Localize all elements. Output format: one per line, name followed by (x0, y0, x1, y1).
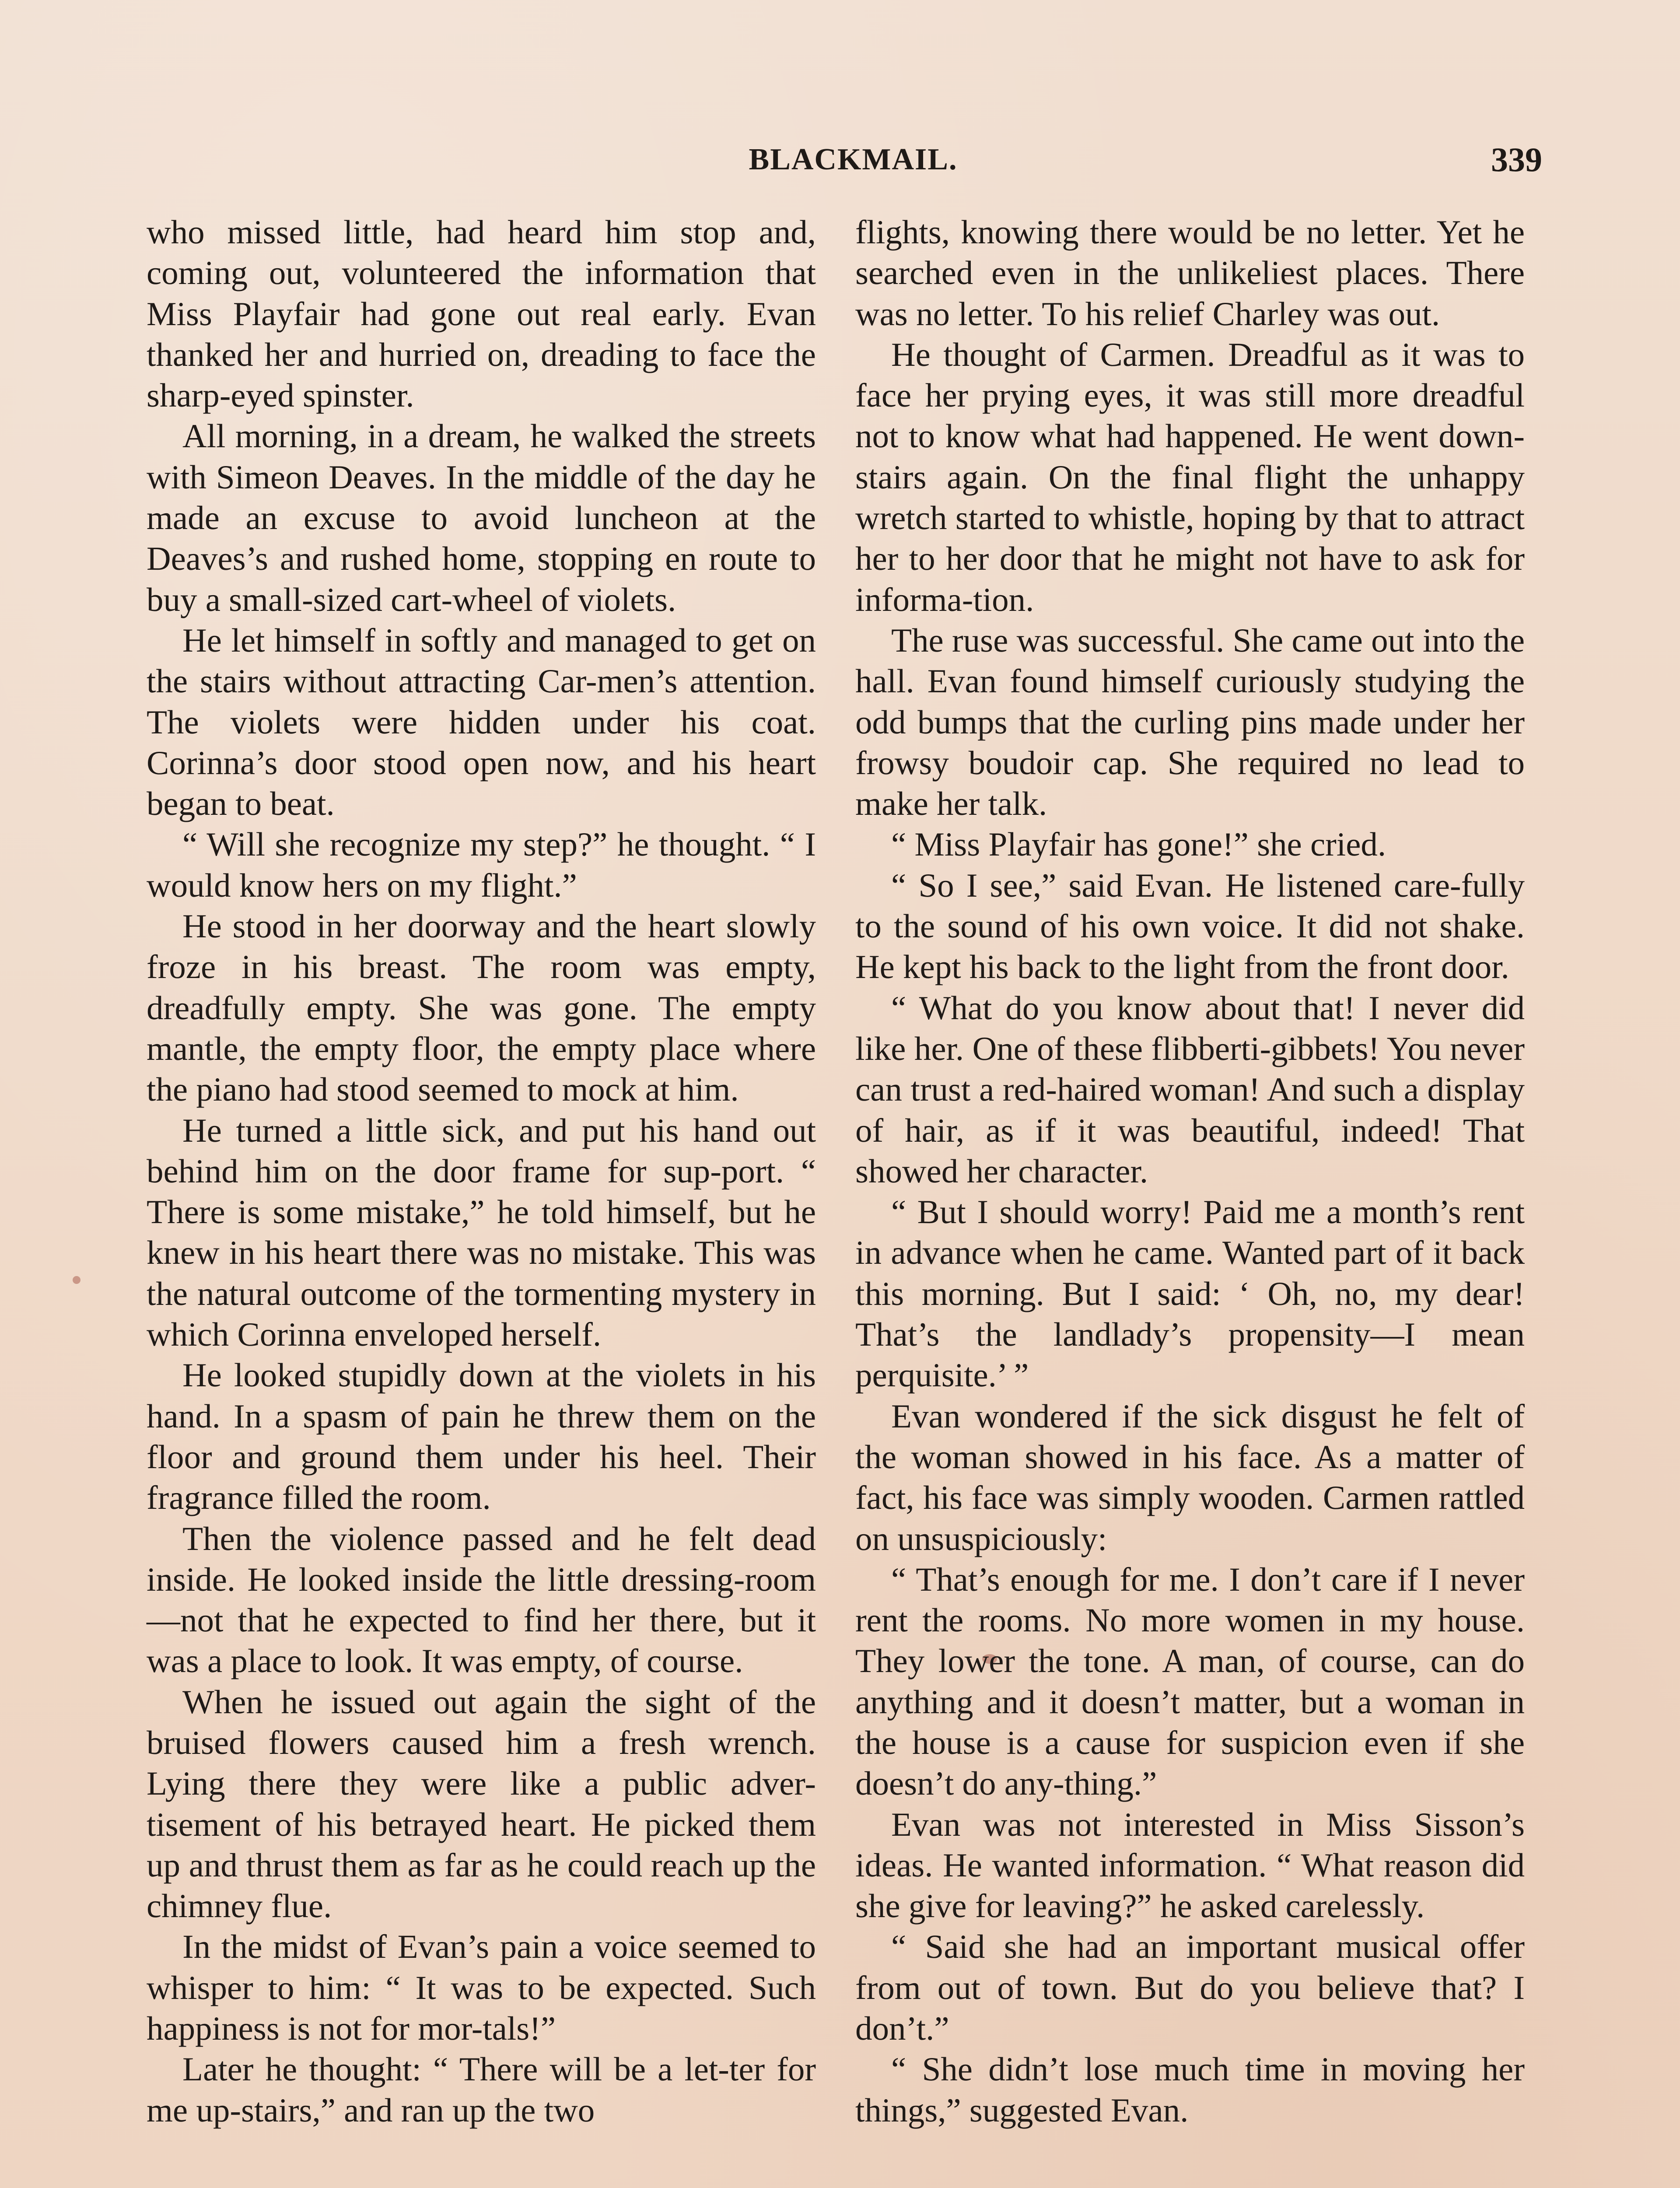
right-column (855, 212, 1525, 2131)
paragraph: “ Miss Playfair has gone!” she cried. (891, 825, 1386, 863)
paragraph: “ Will she recognize my step?” he thought. “ I would know hers on my flight.” (147, 825, 816, 904)
paragraph: In the midst of Evan’s pain a voice seemed to whisper to him: “ It was to be expected. Such happiness is not for mor-tals!” (147, 1928, 816, 2048)
paragraph: Then the violence passed and he felt dead inside. He looked inside the little dressing-room—not that he expected to find her there, but it was a place to look. It was empty, of course. (147, 1519, 816, 1680)
paragraph: Evan was not interested in Miss Sisson’s ideas. He wanted information. “ What reason did she give for leaving?” he asked carelessly. (855, 1805, 1525, 1925)
paragraph: He turned a little sick, and put his hand out behind him on the door frame for sup-port. “ There is some mistake,” he told himself, but he knew in his heart there was no mistake. This was the natural outcome of the tormenting mystery in which Corinna enveloped herself. (147, 1111, 816, 1353)
paragraph: He looked stupidly down at the violets in his hand. In a spasm of pain he threw them on the floor and ground them under his heel. Their fragrance filled the room. (147, 1356, 816, 1517)
paragraph: “ She didn’t lose much time in moving her things,” suggested Evan. (855, 2050, 1525, 2129)
page-header (0, 133, 1680, 186)
page-number: 339 (1491, 140, 1542, 179)
paragraph: He thought of Carmen. Dreadful as it was to face her prying eyes, it was still more dreadful not to know what had happened. He went down-stairs again. On the final flight the unhappy wretch started to whistle, hoping by that to attract her to her door that he might not have to ask for informa-tion. (855, 335, 1525, 618)
paragraph: Evan wondered if the sick disgust he felt of the woman showed in his face. As a matter of fact, his face was simply wooden. Carmen rattled on unsuspiciously: (855, 1397, 1525, 1557)
paragraph: “ What do you know about that! I never did like her. One of these flibberti-gibbets! You never can trust a red-haired woman! And such a display of hair, as if it was beautiful, indeed! That showed her character. (855, 989, 1525, 1190)
paragraph: All morning, in a dream, he walked the streets with Simeon Deaves. In the middle of the day he made an excuse to avoid luncheon at the Deaves’s and rushed home, stopping en route to buy a small-sized cart-wheel of violets. (147, 417, 816, 618)
paragraph: “ Said she had an important musical offer from out of town. But do you believe that? I don’t.” (855, 1928, 1525, 2048)
paragraph: who missed little, had heard him stop and, coming out, volunteered the information that Miss Playfair had gone out real early. Evan thanked her and hurried on, dreading to face the sharp-eyed spinster. (147, 213, 816, 414)
paragraph: He stood in her doorway and the heart slowly froze in his breast. The room was empty, dreadfully empty. She was gone. The empty mantle, the empty floor, the empty place where the piano had stood seemed to mock at him. (147, 907, 816, 1108)
ink-stain (73, 1276, 80, 1284)
paragraph: When he issued out again the sight of the bruised flowers caused him a fresh wrench. Lying there they were like a public adver-tisement of his betrayed heart. He picked them up and thrust them as far as he could reach up the chimney flue. (147, 1683, 816, 1925)
left-column (147, 212, 816, 2131)
running-title: BLACKMAIL. (749, 143, 958, 176)
paragraph: “ But I should worry! Paid me a month’s rent in advance when he came. Wanted part of it back this morning. But I said: ‘ Oh, no, my dear! That’s the landlady’s propensity—I mean perquisite.’ ” (855, 1193, 1525, 1394)
paragraph: “ So I see,” said Evan. He listened care-fully to the sound of his own voice. It did not shake. He kept his back to the light from the front door. (855, 866, 1525, 986)
paragraph: The ruse was successful. She came out into the hall. Evan found himself curiously studying the odd bumps that the curling pins made under her frowsy boudoir cap. She required no lead to make her talk. (855, 621, 1525, 823)
paragraph: He let himself in softly and managed to get on the stairs without attracting Car-men’s attention. The violets were hidden under his coat. Corinna’s door stood open now, and his heart began to beat. (147, 621, 816, 823)
paragraph: flights, knowing there would be no letter. Yet he searched even in the unlikeliest places. There was no letter. To his relief Charley was out. (855, 213, 1525, 333)
paragraph: “ That’s enough for me. I don’t care if I never rent the rooms. No more women in my house. They lower the tone. A man, of course, can do anything and it doesn’t matter, but a woman in the house is a cause for suspicion even if she doesn’t do any-thing.” (855, 1560, 1525, 1802)
paragraph: Later he thought: “ There will be a let-ter for me up-stairs,” and ran up the two (147, 2050, 816, 2129)
